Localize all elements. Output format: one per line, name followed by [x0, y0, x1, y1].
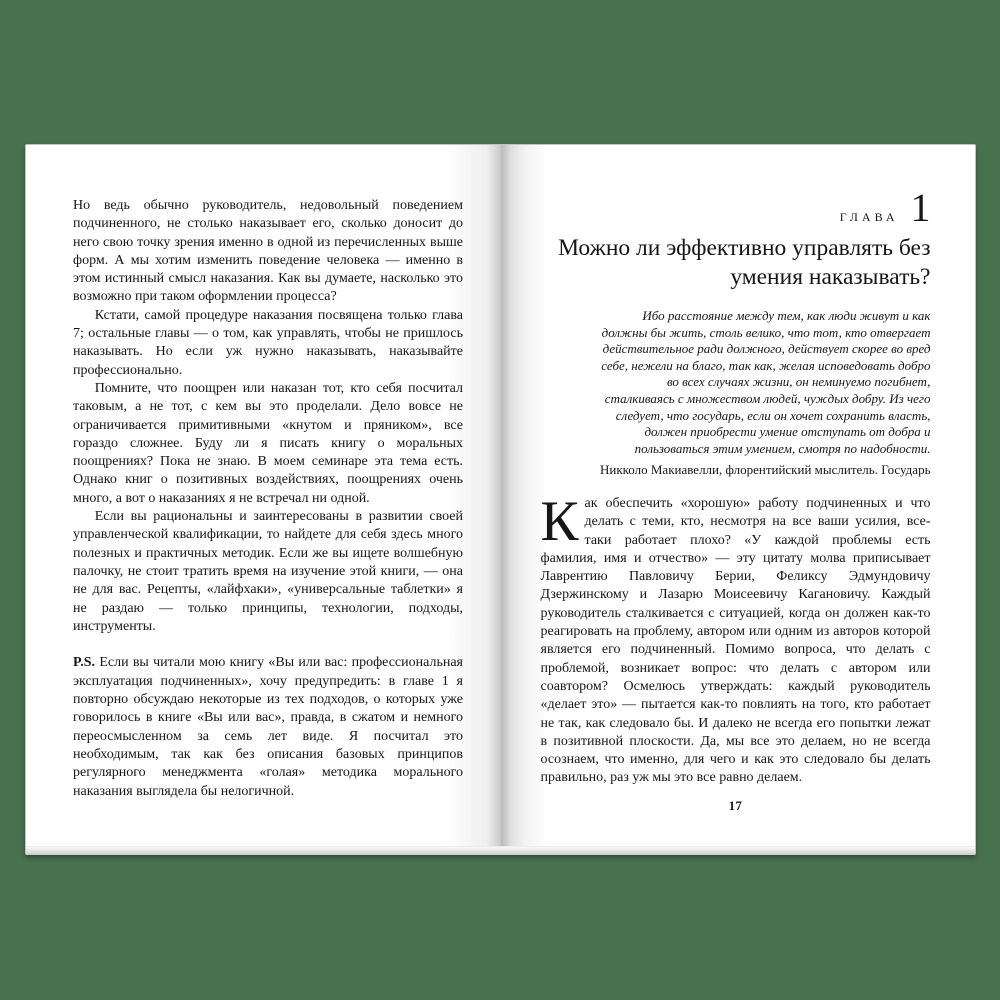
chapter-heading [541, 185, 931, 230]
paragraph: Помните, что поощрен или наказан тот, кто себя посчитал таковым, а не тот, с кем вы это проделали. Дело вовсе не ограничивается примитивными «кнутом и пряником», все гораздо сложнее. Буду ли я писать книгу о моральных поощрениях? Пока не знаю. В моем семинаре эта тема есть. Однако книг о позитивных воздействиях, поощрениях очень много, а вот о наказаниях я не встречал ни одной. [73, 380, 463, 506]
chapter-number: 1 [910, 185, 931, 230]
book-bottom-page-edge [26, 846, 975, 855]
postscript-paragraph [73, 654, 463, 800]
epigraph-attribution: Никколо Макиавелли, флорентийский мыслитель. Государь [599, 462, 931, 478]
book-spread [25, 144, 976, 855]
left-page-text-block [73, 197, 463, 801]
chapter-title: Можно ли эффективно управлять без умения наказывать? [558, 235, 931, 290]
right-page-text-block [540, 185, 931, 814]
right-page [501, 145, 976, 854]
paragraph: Если вы рациональны и заинтересованы в развитии своей управленческой квалификации, то найдете для себя здесь много полезных и практичных методик. Если же вы ищете волшебную палочку, не стоит тратить время на изучение этой книги, — она не для вас. Рецепты, «лайфхаки», «универсальные таблетки» я не раздаю — только принципы, технологии, подходы, инструменты. [73, 509, 463, 634]
paragraph: Кстати, самой процедуре наказания посвящена только глава 7; остальные главы — о том, как управлять, чтобы не пришлось наказывать. Но если уж нужно наказывать, наказывайте профессионально. [73, 307, 463, 378]
chapter-label: ГЛАВА [839, 210, 899, 224]
postscript-text: Если вы читали мою книгу «Вы или вас: профессиональная эксплуатация подчиненных», хочу предупредить: в главе 1 я повторно обсуждаю некоторые из тех подходов, о которых уже говорилось в книге «Вы или вас», правда, в сжатом и немного переосмысленном за семь лет виде. Я посчитал это необходимым, так как без описания базовых принципов регулярного менеджмента «голая» методика морального наказания выглядела бы нелогичной. [73, 655, 463, 799]
left-page [26, 145, 501, 854]
chapter-body-paragraph [540, 489, 931, 788]
paragraph: Но ведь обычно руководитель, недовольный поведением подчиненного, не столько наказывает его, сколько доносит до него свою точку зрения именно в одной из перечисленных выше форм. А мы хотим изменить поведение человека — именно в этом истинный смысл наказания. Как вы думаете, насколько это возможно при таком оформлении процесса? [73, 198, 463, 305]
chapter-body-text: ак обеспечить «хорошую» работу подчиненных и что делать с теми, кто, несмотря на все ваши усилия, все-таки работает плохо? «У каждой проблемы есть фамилия, имя и отчество» — эту цитату молва приписывает Лаврентию Павловичу Берии, Феликсу Эдмундовичу Дзержинскому и Лазарю Моисеевичу Кагановичу. Каждый руководитель сталкивается с ситуацией, когда он должен как-то реагировать на проблему, автором или одним из авторов которой является его подчиненный. Помимо вопроса, что делать с проблемой, возникает вопрос: что делать с автором или соавтором? Осмелюсь утверждать: каждый руководитель «делает это» — пытается как-то повлиять на того, кто работает не так, как следовало бы. И далеко не всегда его попытки лежат в позитивной плоскости. Да, мы все это делаем, но не всегда осознаем, что именно, для чего и как это следовало бы делать правильно, раз уж мы это все равно делаем. [540, 495, 931, 786]
drop-cap: К [540, 489, 579, 553]
page-number: 17 [728, 798, 743, 813]
postscript-label: P.S. [73, 655, 96, 671]
epigraph: Ибо расстояние между тем, как люди живут и как должны бы жить, столь велико, что тот, кто отвергает действительное ради должного, действует скорее во вред себе, нежели на благо, так как, желая исповедовать добро во всех случаях жизни, он неминуемо погибнет, сталкиваясь с множеством людей, чуждых добру. Из чего следует, что государь, если он хочет сохранить власть, должен приобрести умение отступать от добра и пользоваться этим умением, смотря по надобности. [601, 308, 931, 456]
